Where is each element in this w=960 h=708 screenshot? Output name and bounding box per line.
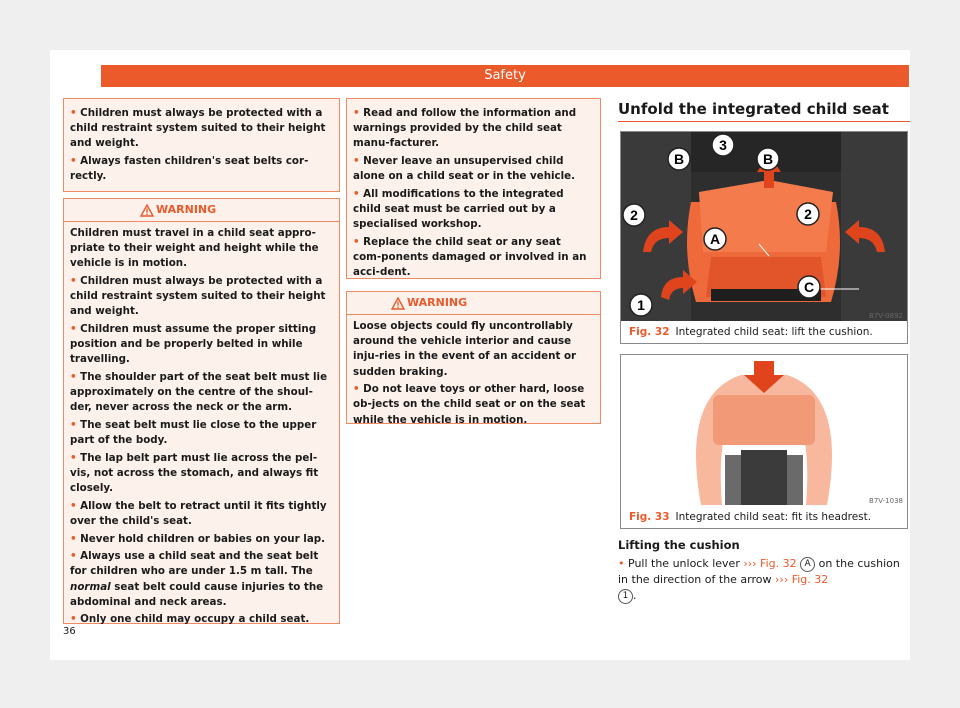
warning-header xyxy=(64,199,339,222)
figure-caption: Fig. 32 Integrated child seat: lift the cushion. xyxy=(629,326,873,338)
list-item: • The shoulder part of the seat belt must lie approximately on the centre of the shoul-der, never across the neck or the arm. xyxy=(70,371,328,414)
warning-icon xyxy=(140,204,154,217)
figure-reference-link[interactable]: Fig. 32 xyxy=(760,557,797,570)
warning-intro: Children must travel in a child seat appro-priate to their weight and height while the vehicle is in motion. xyxy=(70,227,319,270)
figure-label-3: 3 xyxy=(719,137,727,153)
figure-number: Fig. 32 xyxy=(629,326,670,338)
list-item: • Never hold children or babies on your lap. xyxy=(70,532,326,545)
cross-reference-arrow: ››› xyxy=(743,557,757,570)
middle-top-notice-box xyxy=(346,98,601,279)
figure-code: B7V-1038 xyxy=(869,497,903,505)
list-item: • Replace the child seat or any seat com-ponents damaged or involved in an acci-dent. xyxy=(353,235,587,279)
figure-label-2-right: 2 xyxy=(804,206,812,222)
figure-number: Fig. 33 xyxy=(629,511,670,523)
manual-page xyxy=(50,50,910,660)
list-item: • Only one child may occupy a child seat. xyxy=(70,613,310,626)
list-item: • Allow the belt to retract until it fits tightly over the child's seat. xyxy=(70,499,327,527)
instruction-paragraph: • Pull the unlock lever ››› Fig. 32 A on the cushion in the direction of the arrow ››› Fig. 32 1 . xyxy=(618,557,900,602)
list-item: • The lap belt part must lie across the pel-vis, not across the stomach, and always fit closely. xyxy=(70,451,319,495)
callout-a-badge: A xyxy=(800,557,815,572)
list-item: • Children must always be protected with a child restraint system suited to their height and weight. xyxy=(70,275,326,318)
middle-warning-box xyxy=(346,291,601,424)
figure-33 xyxy=(620,354,908,529)
warning-label: WARNING xyxy=(407,296,468,309)
title-rule xyxy=(618,121,910,122)
headrest-illustration xyxy=(621,355,907,505)
figure-label-c: C xyxy=(803,279,815,295)
figure-label-a: A xyxy=(709,231,721,247)
section-title: Unfold the integrated child seat xyxy=(618,100,889,118)
list-item: • Children must always be protected with a child restraint system suited to their height and weight. xyxy=(70,107,326,150)
figure-code: B7V-0892 xyxy=(869,312,903,320)
list-item: • Always use a child seat and the seat belt for children who are under 1.5 m tall. The normal seat belt could cause injuries to the abdominal and neck areas. xyxy=(70,550,324,608)
figure-label-b-right: B xyxy=(762,151,774,167)
list-item: • All modifications to the integrated child seat must be carried out by a specialised workshop. xyxy=(353,187,564,231)
figure-label-b-left: B xyxy=(673,151,685,167)
subheading: Lifting the cushion xyxy=(618,538,740,552)
figure-label-1: 1 xyxy=(637,297,645,313)
cross-reference-arrow: ››› xyxy=(775,573,789,586)
figure-caption: Fig. 33 Integrated child seat: fit its headrest. xyxy=(629,511,872,523)
list-item: • The seat belt must lie close to the upper part of the body. xyxy=(70,419,317,447)
section-header: Safety xyxy=(101,65,909,87)
child-seat-lift-illustration xyxy=(621,132,907,321)
warning-label: WARNING xyxy=(156,203,217,216)
list-item: • Never leave an unsupervised child alone on a child seat or in the vehicle. xyxy=(353,155,576,183)
left-warning-box xyxy=(63,198,340,624)
warning-intro: Loose objects could fly uncontrollably around the vehicle interior and cause inju-ries in the event of an accident or sudden braking. xyxy=(353,320,577,378)
callout-1-badge: 1 xyxy=(618,589,633,604)
list-item: • Children must assume the proper sitting position and be properly belted in while travelling. xyxy=(70,323,317,366)
list-item: • Read and follow the information and warnings provided by the child seat manu-facturer. xyxy=(353,107,577,150)
figure-label-2-left: 2 xyxy=(630,207,638,223)
left-top-notice-box xyxy=(63,98,340,192)
list-item: • Do not leave toys or other hard, loose ob-jects on the child seat or on the seat while the vehicle is in motion. xyxy=(353,383,586,426)
page-number: 36 xyxy=(63,626,76,637)
warning-icon xyxy=(391,297,405,310)
list-item: • Always fasten children's seat belts cor-rectly. xyxy=(70,155,309,183)
warning-header xyxy=(347,292,600,315)
figure-reference-link[interactable]: Fig. 32 xyxy=(791,573,829,586)
figure-32 xyxy=(620,131,908,344)
